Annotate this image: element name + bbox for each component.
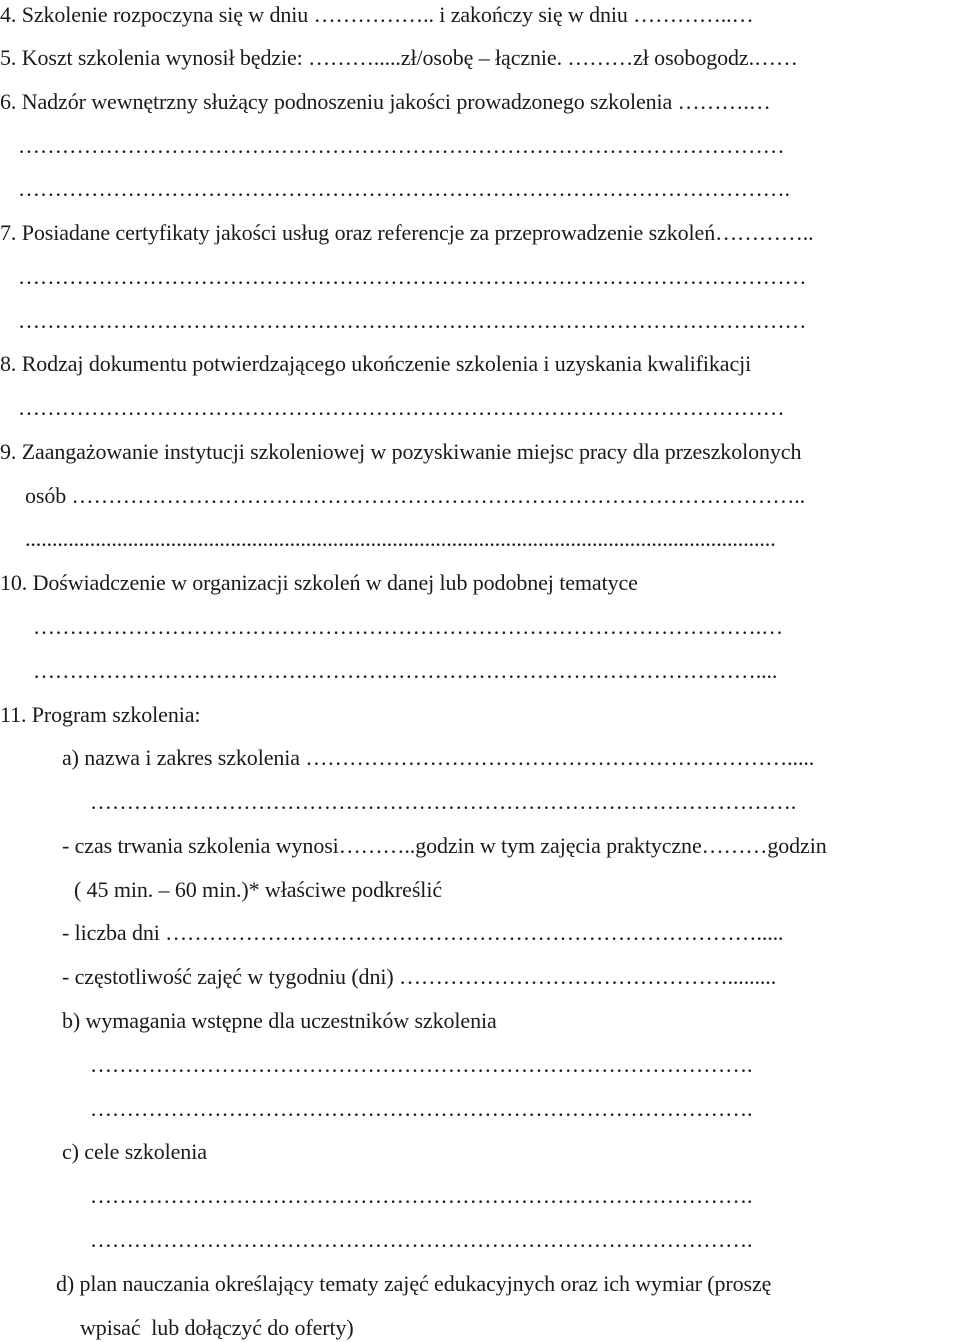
hour-length-note: ( 45 min. – 60 min.)* właściwe podkreślić — [74, 877, 442, 902]
training-duration: - czas trwania szkolenia wynosi………..godzin w tym zajęcia praktyczne………godzin — [62, 833, 827, 858]
fill-line: ………………………………………………………………………………. — [90, 1096, 753, 1121]
fill-line: ………………………………………………………………………………. — [90, 1183, 753, 1208]
item-11d-teaching-plan: d) plan nauczania określający tematy zajęć edukacyjnych oraz ich wymiar (proszę — [56, 1271, 772, 1296]
item-8-document-type: 8. Rodzaj dokumentu potwierdzającego ukończenie szkolenia i uzyskania kwalifikacji — [0, 351, 752, 376]
item-10-experience: 10. Doświadczenie w organizacji szkoleń w danej lub podobnej tematyce — [0, 570, 638, 595]
item-9-job-placement: 9. Zaangażowanie instytucji szkoleniowej w pozyskiwanie miejsc pracy dla przeszkolonych — [0, 439, 802, 464]
fill-line: ………………………………………………………………………………. — [90, 1052, 753, 1077]
fill-line: ……………………………………………………………………………………. — [90, 789, 797, 814]
fill-line: ………………………………………………………………………………. — [90, 1227, 753, 1252]
fill-line: ……………………………………………………………………………………………… — [18, 308, 807, 333]
fill-line: ……………………………………………………………………………………….… — [33, 614, 784, 639]
item-11-training-program: 11. Program szkolenia: — [0, 702, 201, 727]
item-11b-prerequisites: b) wymagania wstępne dla uczestników szkolenia — [62, 1008, 497, 1033]
fill-line: …………………………………………………………………………………………… — [18, 395, 785, 420]
item-5-training-cost: 5. Koszt szkolenia wynosił będzie: ……….....zł/osobę – łącznie. ………zł osobogodz.…… — [0, 45, 798, 70]
number-of-days: - liczba dni ………………………………………………………………………..... — [62, 920, 784, 945]
item-11d-continuation: wpisać lub dołączyć do oferty) — [80, 1315, 354, 1340]
fill-line: …………………………………………………………………………………………… — [18, 133, 785, 158]
fill-line: ……………………………………………………………………………………………… — [18, 264, 807, 289]
item-11c-goals: c) cele szkolenia — [62, 1139, 207, 1164]
item-4-start-end-dates: 4. Szkolenie rozpoczyna się w dniu …………….. i zakończy się w dniu …………..… — [0, 2, 754, 27]
item-11a-name-scope: a) nazwa i zakres szkolenia …………………………………………………………..... — [62, 745, 815, 770]
fill-line: ……………………………………………………………………………………….... — [33, 658, 778, 683]
fill-line: ........................................................................................................................................... — [25, 526, 776, 551]
item-9-continuation: osób ……………………………………………………………………………………….. — [25, 483, 806, 508]
item-6-internal-supervision: 6. Nadzór wewnętrzny służący podnoszeniu jakości prowadzonego szkolenia ……….… — [0, 89, 771, 114]
item-7-certificates: 7. Posiadane certyfikaty jakości usług oraz referencje za przeprowadzenie szkoleń………….. — [0, 220, 814, 245]
fill-line: ……………………………………………………………………………………………. — [18, 176, 790, 201]
weekly-frequency: - częstotliwość zajęć w tygodniu (dni) ………………………………………......... — [62, 964, 777, 989]
